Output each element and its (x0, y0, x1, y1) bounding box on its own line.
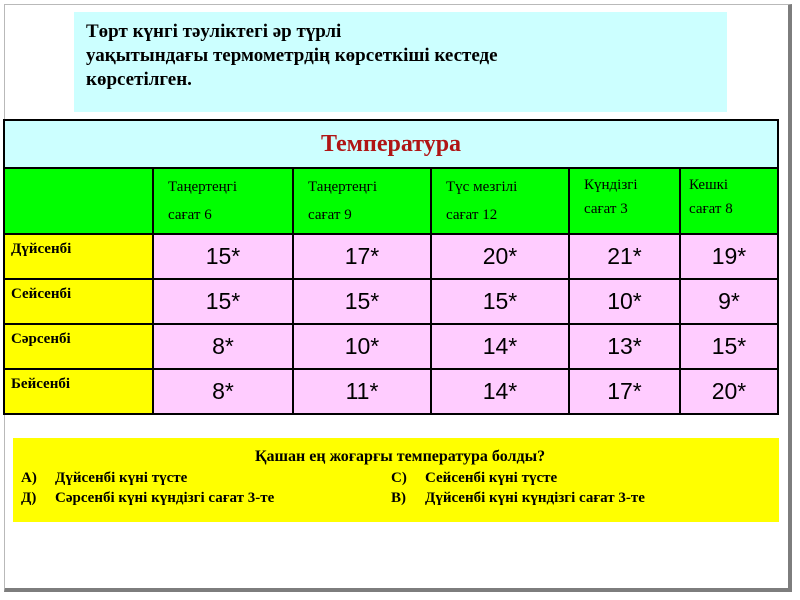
answer-text: Дүйсенбі күні күндізгі сағат 3-те (425, 490, 645, 506)
intro-text-box (74, 12, 727, 112)
question-text: Қашан ең жоғарғы температура болды? (254, 448, 546, 465)
answer-letter: А) (21, 470, 37, 486)
table-row (4, 324, 778, 369)
temperature-value: 8* (153, 324, 293, 369)
temperature-value: 14* (431, 324, 569, 369)
header-corner-cell (4, 168, 153, 234)
temperature-value: 15* (293, 279, 431, 324)
table-row (4, 369, 778, 414)
table-title: Температура (4, 120, 778, 168)
column-header (680, 168, 778, 234)
temperature-value: 17* (293, 234, 431, 279)
column-header (569, 168, 680, 234)
column-header-line: сағат 9 (308, 207, 352, 223)
answer-letter: В) (391, 490, 406, 506)
temperature-value: 15* (153, 234, 293, 279)
answer-option[interactable] (21, 490, 391, 507)
answer-letter: Д) (21, 490, 37, 506)
temperature-value: 15* (680, 324, 778, 369)
temperature-value: 14* (431, 369, 569, 414)
answer-text: Сейсенбі күні түсте (425, 470, 558, 486)
intro-line: уақытындағы термометрдің көрсеткіші кестеде (86, 45, 498, 66)
column-header-line: Таңертеңгі (168, 179, 237, 195)
temperature-value: 19* (680, 234, 778, 279)
temperature-value: 15* (153, 279, 293, 324)
day-label: Дүйсенбі (4, 234, 153, 279)
day-label: Сәрсенбі (4, 324, 153, 369)
column-header-line: сағат 3 (584, 201, 628, 217)
temperature-value: 15* (431, 279, 569, 324)
column-header-line: Түс мезгілі (446, 179, 518, 195)
table-header-row (4, 168, 778, 234)
intro-line: Төрт күнгі тәуліктегі әр түрлі (86, 21, 342, 42)
temperature-value: 10* (293, 324, 431, 369)
answer-options (21, 470, 779, 507)
answer-letter: С) (391, 470, 407, 486)
column-header-line: Кешкі (689, 177, 729, 193)
temperature-value: 17* (569, 369, 680, 414)
temperature-value: 20* (680, 369, 778, 414)
temperature-value: 8* (153, 369, 293, 414)
column-header (293, 168, 431, 234)
temperature-value: 13* (569, 324, 680, 369)
column-header-line: сағат 6 (168, 207, 212, 223)
temperature-value: 21* (569, 234, 680, 279)
temperature-value: 9* (680, 279, 778, 324)
temperature-value: 20* (431, 234, 569, 279)
question-box (13, 438, 779, 522)
column-header-line: сағат 8 (689, 201, 733, 217)
day-label: Сейсенбі (4, 279, 153, 324)
table-row (4, 279, 778, 324)
answer-option[interactable] (391, 470, 771, 487)
answer-text: Сәрсенбі күні күндізгі сағат 3-те (55, 490, 275, 506)
temperature-value: 11* (293, 369, 431, 414)
column-header (431, 168, 569, 234)
answer-text: Дүйсенбі күні түсте (55, 470, 188, 486)
column-header-line: сағат 12 (446, 207, 498, 223)
column-header (153, 168, 293, 234)
column-header-line: Таңертеңгі (308, 179, 377, 195)
column-header-line: Күндізгі (584, 177, 638, 193)
intro-line: көрсетілген. (86, 69, 192, 90)
answer-option[interactable] (21, 470, 391, 487)
temperature-table (3, 119, 779, 415)
temperature-value: 10* (569, 279, 680, 324)
day-label: Бейсенбі (4, 369, 153, 414)
answer-option[interactable] (391, 490, 771, 507)
table-row (4, 234, 778, 279)
